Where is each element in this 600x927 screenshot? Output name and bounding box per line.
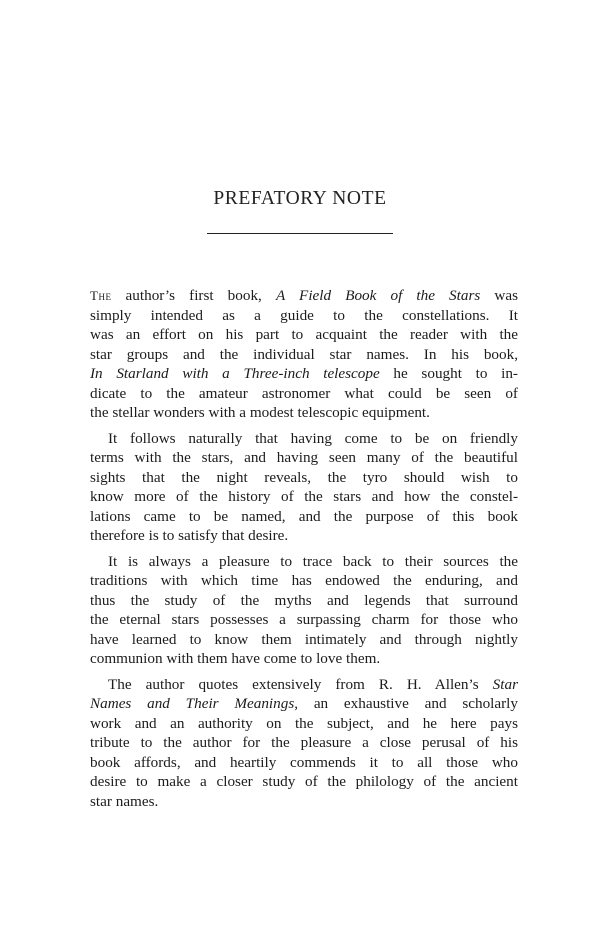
- text-run: tribute to the author for the pleasure a close perusal of his: [90, 734, 518, 751]
- text-run: desire to make a closer study of the philology of the ancient: [90, 773, 518, 790]
- text-line: [90, 675, 518, 695]
- text-run: It is always a pleasure to trace back to their sources the: [108, 552, 518, 570]
- text-line: [90, 384, 518, 404]
- text-run: sights that the night reveals, the tyro should wish to: [90, 468, 518, 486]
- text-run: know more of the history of the stars and how the constel-: [90, 488, 518, 505]
- text-line: [90, 364, 518, 384]
- text-run: was: [480, 287, 518, 304]
- paragraph: [90, 552, 518, 669]
- text-line: [90, 448, 518, 468]
- paragraph: [90, 675, 518, 812]
- text-line: [90, 507, 518, 527]
- text-run: simply intended as a guide to the constellations. It: [90, 306, 518, 324]
- paragraph: [90, 429, 518, 546]
- text-run: the eternal stars possesses a surpassing charm for those who: [90, 611, 518, 628]
- text-run: communion with them have come to love them.: [90, 650, 381, 667]
- text-run: star groups and the individual star names. In his book,: [90, 345, 518, 363]
- text-line: [90, 714, 518, 734]
- text-run: author’s first book,: [111, 287, 276, 304]
- title-rule: [207, 233, 393, 234]
- text-run: have learned to know them intimately and through nightly: [90, 630, 518, 648]
- text-run: dicate to the amateur astronomer what could be seen of: [90, 384, 518, 402]
- text-line: [90, 403, 518, 423]
- small-caps-opening: The: [90, 288, 112, 303]
- text-run: therefore is to satisfy that desire.: [90, 527, 289, 544]
- text-run: lations came to be named, and the purpose of this book: [90, 507, 518, 525]
- text-line: [90, 753, 518, 773]
- page-title: PREFATORY NOTE: [213, 188, 387, 209]
- text-line: [90, 526, 518, 546]
- text-line: [90, 487, 518, 507]
- italic-title: A Field Book of the Stars: [275, 287, 481, 304]
- italic-title: Names and Their Meanings: [90, 695, 295, 712]
- text-line: [90, 429, 518, 449]
- text-run: thus the study of the myths and legends that surround: [90, 591, 518, 609]
- text-run: he sought to in-: [379, 365, 518, 382]
- text-run: The author quotes extensively from R. H. Allen’s: [108, 675, 493, 693]
- italic-title: Star: [492, 675, 518, 693]
- text-line: [90, 792, 518, 812]
- italic-title: In Starland with a Three-inch telescope: [90, 365, 380, 382]
- text-run: terms with the stars, and having seen many of the beautiful: [90, 449, 518, 466]
- text-line: [90, 325, 518, 345]
- text-line: [90, 552, 518, 572]
- text-line: [90, 694, 518, 714]
- text-line: [90, 286, 518, 306]
- text-line: [90, 306, 518, 326]
- text-line: [90, 772, 518, 792]
- text-line: [90, 345, 518, 365]
- text-run: the stellar wonders with a modest telescopic equipment.: [90, 404, 430, 421]
- text-line: [90, 630, 518, 650]
- text-run: star names.: [90, 792, 159, 810]
- text-line: [90, 591, 518, 611]
- text-line: [90, 649, 518, 669]
- text-run: work and an authority on the subject, and he here pays: [90, 714, 518, 732]
- text-run: , an exhaustive and scholarly: [294, 695, 518, 712]
- text-line: [90, 610, 518, 630]
- paragraph: [90, 286, 518, 423]
- text-run: was an effort on his part to acquaint the reader with the: [90, 326, 518, 343]
- text-line: [90, 571, 518, 591]
- text-run: traditions with which time has endowed the enduring, and: [90, 572, 518, 589]
- prefatory-note-body: [90, 286, 518, 817]
- text-line: [90, 733, 518, 753]
- text-line: [90, 468, 518, 488]
- text-run: It follows naturally that having come to be on friendly: [108, 429, 518, 447]
- text-run: book affords, and heartily commends it to all those who: [90, 753, 518, 771]
